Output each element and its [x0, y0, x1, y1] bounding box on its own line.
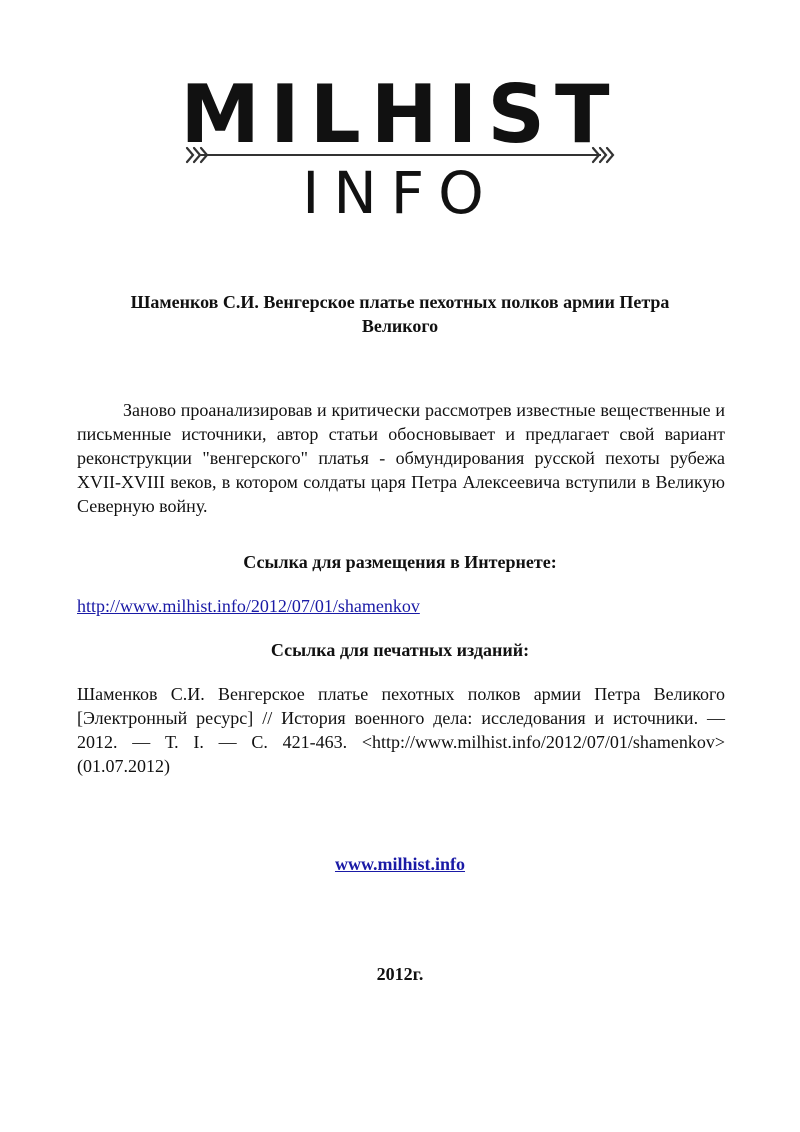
logo-wordmark-top: MILHIST [180, 68, 620, 161]
publication-year: 2012г. [376, 964, 424, 984]
internet-link[interactable]: http://www.milhist.info/2012/07/01/shamenkov [77, 596, 420, 616]
logo-wordmark-bottom: INFO [302, 159, 498, 227]
internet-link-heading: Ссылка для размещения в Интернете: [243, 552, 557, 572]
site-link[interactable]: www.milhist.info [334, 854, 466, 874]
print-citation: Шаменков С.И. Венгерское платье пехотных полков армии Петра Великого [Электронный ресурс] // История военного дела: исследования и источники. — 2012. — Т. I. — С. 421-463. <http://www.milhist.info/2012/07/01/shamenkov> (01.07.2012) [77, 684, 725, 776]
document-title: Шаменков С.И. Венгерское платье пехотных полков армии Петра Великого [130, 292, 670, 336]
milhist-logo [0, 0, 800, 230]
abstract-paragraph: Заново проанализировав и критически рассмотрев известные вещественные и письменные источники, автор статьи обосновывает и предлагает свой вариант реконструкции "венгерского" платья - обмундирования русской пехоты рубежа XVII-XVIII веков, в котором солдаты царя Петра Алексеевича вступили в Великую Северную войну. [77, 400, 725, 516]
print-citation-heading: Ссылка для печатных изданий: [270, 640, 530, 660]
